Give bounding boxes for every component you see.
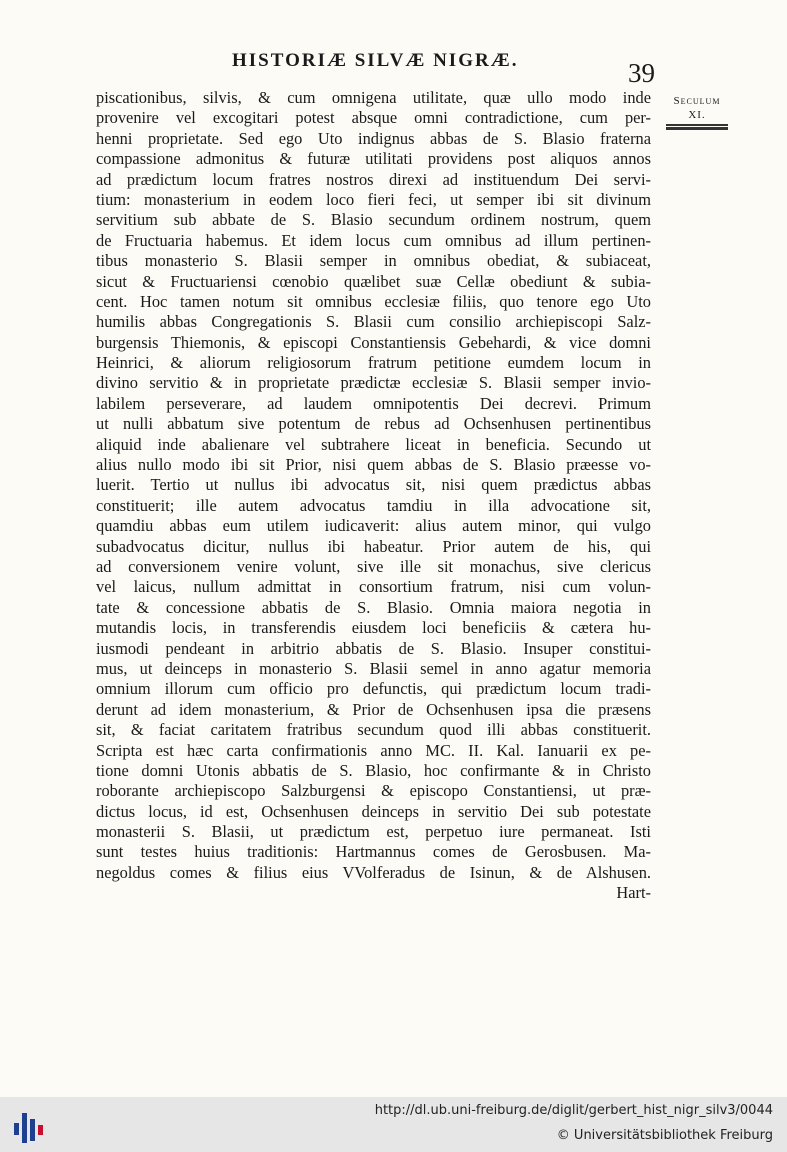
running-title: HISTORIÆ SILVÆ NIGRÆ. <box>232 50 519 71</box>
text-line: ut nulli abbatum sive potentum de rebus ad Ochsenhusen pertinentibus <box>96 414 651 434</box>
text-line: Scripta est hæc carta confirmationis anno MC. II. Kal. Ianuarii ex pe- <box>96 740 651 760</box>
text-line: provenire vel excogitari potest absque omni contradictione, cum per- <box>96 108 651 128</box>
text-line: sicut & Fructuariensi cœnobio quælibet suæ Cellæ obediunt & subia- <box>96 271 651 291</box>
text-line: monasterii S. Blasii, ut prædictum est, perpetuo iure permaneat. Isti <box>96 822 651 842</box>
text-line: humilis abbas Congregationis S. Blasii cum consilio archiepiscopi Salz- <box>96 312 651 332</box>
text-line: ad prædictum locum fratres nostros direxi ad instituendum Dei servi- <box>96 169 651 189</box>
text-line: constituerit; ille autem advocatus tamdiu in illa advocatione sit, <box>96 495 651 515</box>
text-line: compassione admonitus & futuræ utilitati providens post aliquos annos <box>96 149 651 169</box>
text-line: iusmodi pendeant in arbitrio abbatis de S. Blasio. Insuper constitui- <box>96 638 651 658</box>
text-line: divino servitio & in proprietate prædictæ ecclesiæ S. Blasii semper invio- <box>96 373 651 393</box>
body-text <box>96 88 651 904</box>
text-line: alius nullo modo ibi sit Prior, nisi quem abbas de S. Blasio præesse vo- <box>96 455 651 475</box>
text-line: luerit. Tertio ut nullus ibi advocatus sit, nisi quem prædictus abbas <box>96 475 651 495</box>
text-line: henni proprietate. Sed ego Uto indignus abbas de S. Blasio fraterna <box>96 128 651 148</box>
text-line: sunt testes huius traditionis: Hartmannus comes de Gerosbusen. Ma- <box>96 842 651 862</box>
logo-bar <box>38 1125 43 1135</box>
text-line: tibus monasterio S. Blasii semper in omnibus obediat, & subiaceat, <box>96 251 651 271</box>
text-line: derunt ad idem monasterium, & Prior de Ochsenhusen ipsa die præsens <box>96 699 651 719</box>
margin-rule <box>666 124 728 126</box>
text-line: quamdiu abbas eum utilem iudicaverit: alius autem minor, qui vulgo <box>96 516 651 536</box>
text-line: mutandis locis, in transferendis eiusdem loci beneficiis & cætera hu- <box>96 618 651 638</box>
text-line: Heinrici, & aliorum religiosorum fratrum petitione eumdem locum in <box>96 353 651 373</box>
logo-bar <box>30 1119 35 1141</box>
text-line: roborante archiepiscopo Salzburgensi & episcopo Constantiensi, ut præ- <box>96 781 651 801</box>
copyright-notice: © Universitätsbibliothek Freiburg <box>556 1128 773 1143</box>
text-line: subadvocatus dicitur, nullus ibi habeatur. Prior autem de his, qui <box>96 536 651 556</box>
text-line: servitium sub abbate de S. Blasio secundum ordinem nostrum, quem <box>96 210 651 230</box>
text-line: burgensis Thiemonis, & episcopi Constantiensis Gebehardi, & vice domni <box>96 332 651 352</box>
text-line: ad conversionem venire volunt, sive ille sit monachus, sive clericus <box>96 556 651 576</box>
text-line: negoldus comes & filius eius VVolferadus de Isinun, & de Alshusen. <box>96 862 651 882</box>
text-line: aliquid inde abalienare vel subtrahere liceat in beneficia. Secundo ut <box>96 434 651 454</box>
page-number: 39 <box>628 58 655 88</box>
text-line: omnium illorum cum officio pro defunctis, qui prædictum locum tradi- <box>96 679 651 699</box>
margin-note <box>666 94 728 130</box>
text-line: tium: monasterium in eodem loco fieri feci, ut semper ibi sit divinum <box>96 189 651 209</box>
text-line: tione domni Utonis abbatis de S. Blasio, hoc confirmante & in Christo <box>96 760 651 780</box>
text-line: labilem perseverare, ad laudem omnipotentis Dei decrevi. Primum <box>96 393 651 413</box>
text-line: Hart- <box>616 883 651 903</box>
permalink-url[interactable]: http://dl.ub.uni-freiburg.de/diglit/gerbert_hist_nigr_silv3/0044 <box>374 1103 773 1118</box>
text-line: de Fructuaria habemus. Et idem locus cum omnibus ad illum pertinen- <box>96 230 651 250</box>
text-line: piscationibus, silvis, & cum omnigena utilitate, quæ ullo modo inde <box>96 88 651 107</box>
text-line: mus, ut deinceps in monasterio S. Blasii semel in anno agatur memoria <box>96 658 651 678</box>
text-line: vel laicus, nullum admittat in consortium fratrum, nisi cum volun- <box>96 577 651 597</box>
logo-bar <box>22 1113 27 1143</box>
margin-note-numeral: XI. <box>688 109 706 121</box>
margin-note-century: Seculum <box>673 95 721 107</box>
logo-bar <box>14 1123 19 1135</box>
text-line: sit, & faciat caritatem fratribus secundum quod illi abbas constituerit. <box>96 720 651 740</box>
library-logo-icon <box>12 1105 52 1145</box>
text-line: cent. Hoc tamen notum sit omnibus ecclesiæ filiis, quo tenore ego Uto <box>96 291 651 311</box>
text-line: dictus locus, id est, Ochsenhusen deinceps in servitio Dei sub potestate <box>96 801 651 821</box>
text-line: tate & concessione abbatis de S. Blasio. Omnia maiora negotia in <box>96 597 651 617</box>
margin-rule-thick <box>666 127 728 130</box>
